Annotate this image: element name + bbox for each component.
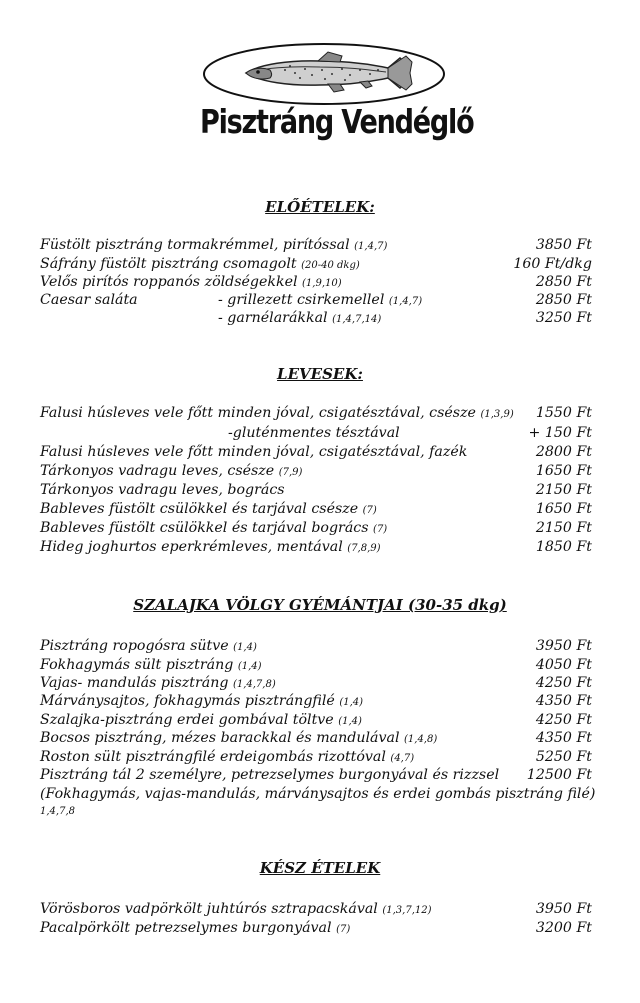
- item-price: 3250 Ft: [535, 310, 592, 326]
- menu-item: [40, 500, 592, 519]
- item-allergens: (7,9): [278, 467, 303, 478]
- restaurant-logo: [200, 40, 474, 170]
- item-price: 2850 Ft: [535, 274, 592, 290]
- menu-item: [40, 729, 592, 748]
- menu-item-note: [40, 802, 592, 821]
- section-title-szalajka: SZALAJKA VÖLGY GYÉMÁNTJAI (30-35 dkg): [133, 596, 507, 614]
- item-price: 2150 Ft: [535, 482, 592, 498]
- item-price: 2150 Ft: [535, 520, 592, 536]
- item-name: Pacalpörkölt petrezselymes burgonyával: [40, 920, 332, 936]
- item-price: 4250 Ft: [535, 675, 592, 691]
- item-price: 3850 Ft: [535, 237, 592, 253]
- item-price: 4350 Ft: [535, 730, 592, 746]
- menu-item: [40, 919, 592, 938]
- menu-item: [40, 692, 592, 711]
- item-name: Roston sült pisztrángfilé erdeigombás rizottóval: [40, 749, 386, 765]
- item-name: Caesar saláta: [40, 292, 138, 308]
- item-name: Pisztráng tál 2 személyre, petrezselymes burgonyával és rizzsel: [40, 767, 500, 783]
- item-name: Falusi húsleves vele főtt minden jóval, csigatésztával, csésze: [40, 405, 476, 421]
- menu-item: [40, 481, 592, 500]
- item-price: 1650 Ft: [535, 463, 592, 479]
- menu-item: [40, 711, 592, 730]
- item-price: 5250 Ft: [535, 749, 592, 765]
- item-name: Bocsos pisztráng, mézes barackkal és mandulával: [40, 730, 400, 746]
- item-price: 2850 Ft: [535, 292, 592, 308]
- menu-item: [40, 656, 592, 675]
- item-allergens: (1,9,10): [302, 278, 342, 289]
- item-name: Tárkonyos vadragu leves, csésze: [40, 463, 275, 479]
- section-title-eloetelek: ELŐÉTELEK:: [265, 198, 375, 216]
- item-name: Vörösboros vadpörkölt juhtúrós sztrapacskával: [40, 901, 378, 917]
- item-name: Vajas- mandulás pisztráng: [40, 675, 229, 691]
- item-name: Szalajka-pisztráng erdei gombával töltve: [40, 712, 334, 728]
- item-variant: - garnélarákkal: [218, 310, 328, 326]
- item-allergens: (1,4): [339, 697, 364, 708]
- item-description: (Fokhagymás, vajas-mandulás, márványsajtos és erdei gombás pisztráng filé): [40, 786, 596, 802]
- item-allergens: (7): [362, 505, 377, 516]
- item-allergens: (1,4): [237, 661, 262, 672]
- item-allergens: (1,3,9): [480, 409, 514, 420]
- item-price: 12500 Ft: [526, 767, 592, 783]
- item-allergens: (1,4,7): [388, 296, 423, 307]
- item-allergens: (7): [336, 924, 351, 935]
- item-name: Bableves füstölt csülökkel és tarjával bogrács: [40, 520, 369, 536]
- item-allergens: 1,4,7,8: [40, 806, 75, 817]
- item-allergens: (1,4): [233, 642, 257, 653]
- menu-item: [40, 309, 592, 328]
- item-price: + 150 Ft: [528, 425, 592, 441]
- item-variant: - grillezett csirkemellel: [218, 292, 385, 308]
- item-price: 2800 Ft: [535, 444, 592, 460]
- item-price: 3950 Ft: [535, 638, 592, 654]
- item-price: 1850 Ft: [535, 539, 592, 555]
- menu-item: [40, 273, 592, 292]
- item-price: 3200 Ft: [535, 920, 592, 936]
- item-price: 1650 Ft: [535, 501, 592, 517]
- item-name: Falusi húsleves vele főtt minden jóval, csigatésztával, fazék: [40, 444, 468, 460]
- item-price: 1550 Ft: [535, 405, 592, 421]
- menu-item: [40, 766, 592, 785]
- menu-item: [40, 255, 592, 274]
- item-variant: -gluténmentes tésztával: [228, 425, 400, 441]
- item-name: Fokhagymás sült pisztráng: [40, 657, 234, 673]
- item-allergens: (1,4,7): [354, 241, 388, 252]
- item-allergens: (20-40 dkg): [301, 260, 360, 271]
- section-title-levesek: LEVESEK:: [277, 365, 363, 383]
- item-allergens: (1,4,8): [404, 734, 438, 745]
- menu-item: [40, 538, 592, 557]
- item-name: Bableves füstölt csülökkel és tarjával csésze: [40, 501, 359, 517]
- menu-item: [40, 900, 592, 919]
- item-allergens: (1,3,7,12): [382, 905, 432, 916]
- item-price: 4250 Ft: [535, 712, 592, 728]
- section-title-kesz-etelek: KÉSZ ÉTELEK: [259, 859, 381, 877]
- item-name: Sáfrány füstölt pisztráng csomagolt: [40, 256, 297, 272]
- item-allergens: (1,4): [338, 716, 362, 727]
- item-allergens: (7,8,9): [347, 543, 381, 554]
- item-allergens: (4,7): [390, 753, 415, 764]
- item-allergens: (7): [373, 524, 388, 535]
- item-name: Füstölt pisztráng tormakrémmel, pirítóssal: [40, 237, 350, 253]
- item-price: 3950 Ft: [535, 901, 592, 917]
- item-price: 4050 Ft: [535, 657, 592, 673]
- item-allergens: (1,4,7,14): [332, 314, 382, 325]
- restaurant-name: Pisztráng Vendéglő: [200, 102, 474, 141]
- menu-item: [40, 236, 592, 255]
- menu-item: [40, 462, 592, 481]
- item-allergens: (1,4,7,8): [232, 679, 276, 690]
- item-price: 4350 Ft: [535, 693, 592, 709]
- menu-item: [40, 519, 592, 538]
- menu-item: [40, 443, 592, 462]
- item-name: Hideg joghurtos eperkrémleves, mentával: [40, 539, 343, 555]
- item-name: Velős pirítós roppanós zöldségekkel: [40, 274, 298, 290]
- menu-item: [40, 637, 592, 656]
- item-name: Tárkonyos vadragu leves, bogrács: [40, 482, 285, 498]
- item-name: Pisztráng ropogósra sütve: [40, 638, 229, 654]
- menu-item: [40, 404, 592, 423]
- item-name: Márványsajtos, fokhagymás pisztrángfilé: [40, 693, 335, 709]
- menu-item: [40, 291, 592, 310]
- menu-item: [40, 674, 592, 693]
- item-price: 160 Ft/dkg: [513, 256, 592, 272]
- menu-item: [40, 424, 592, 443]
- menu-item: [40, 748, 592, 767]
